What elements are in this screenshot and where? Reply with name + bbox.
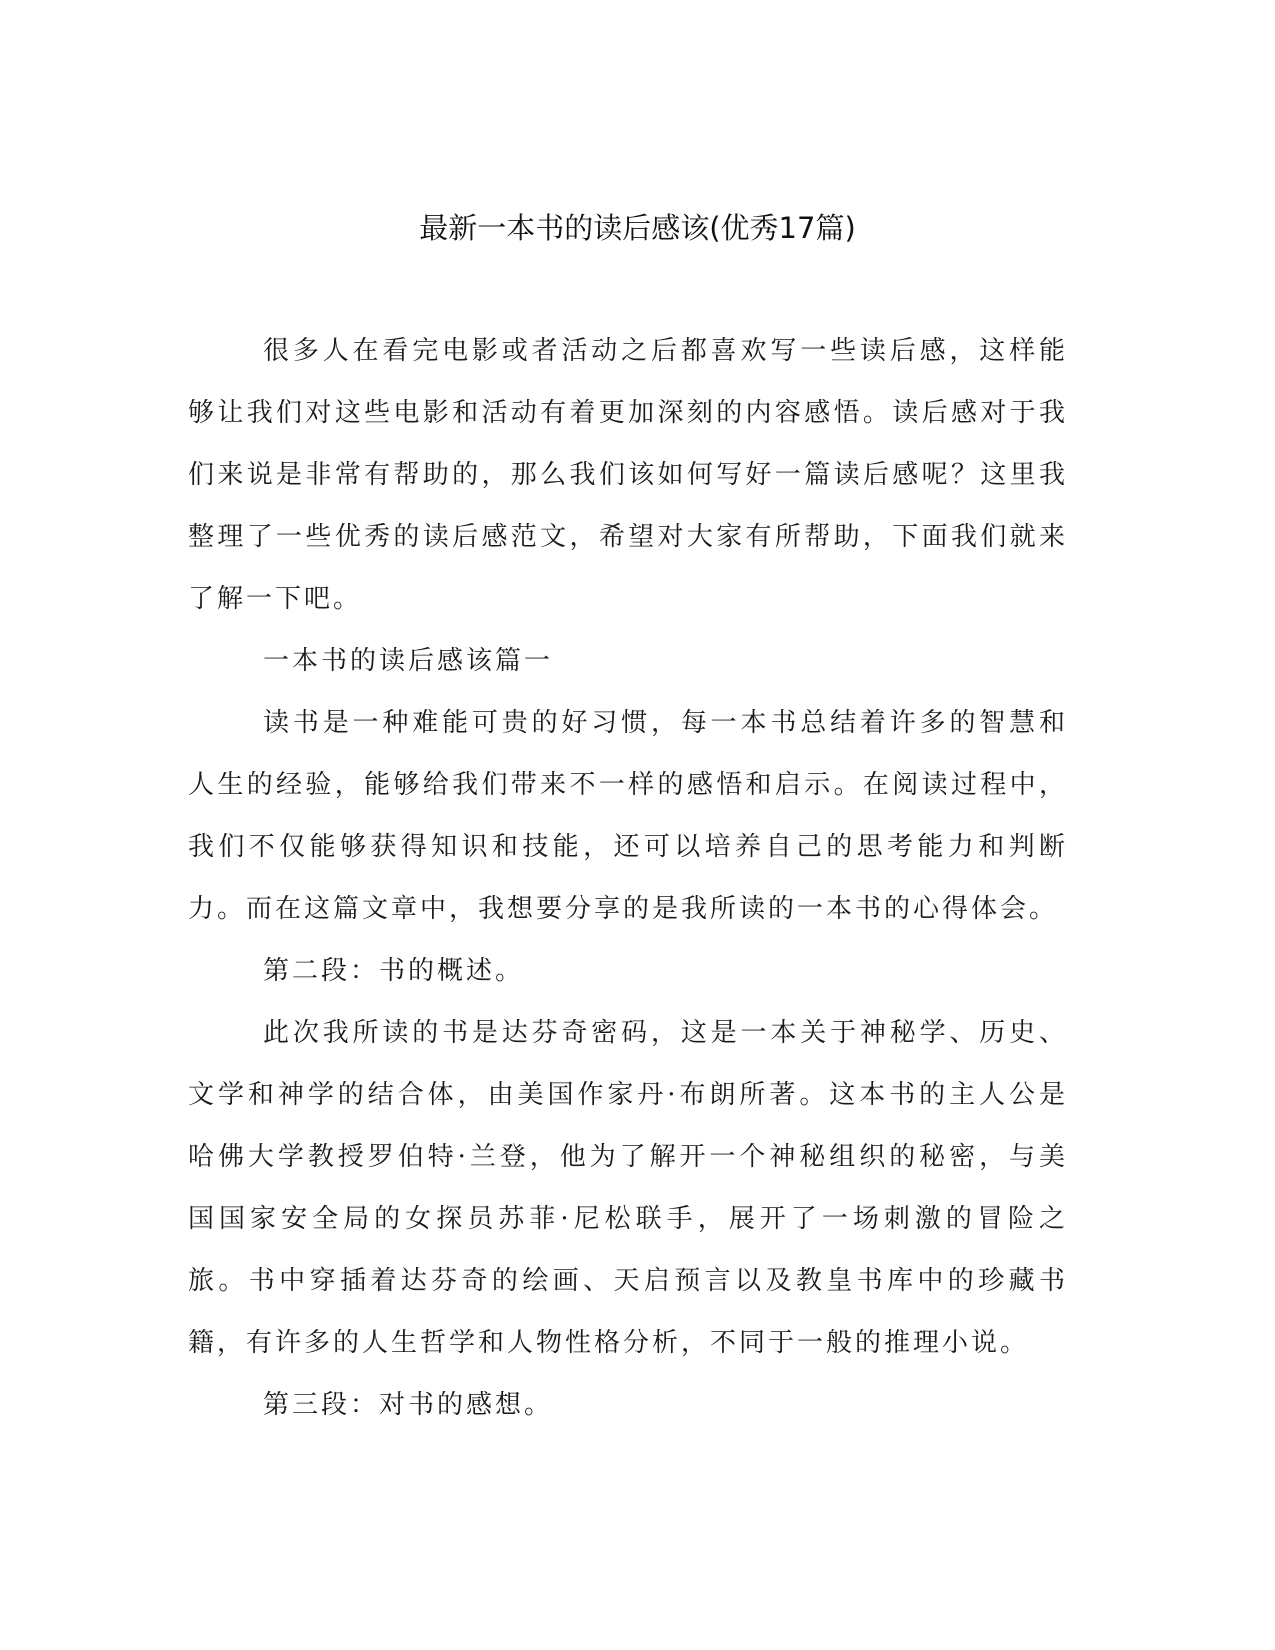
document-body bbox=[188, 320, 1068, 1436]
section-heading: 第二段：书的概述。 bbox=[263, 956, 525, 986]
section-heading: 一本书的读后感该篇一 bbox=[263, 646, 554, 676]
body-paragraph: 读书是一种难能可贵的好习惯，每一本书总结着许多的智慧和人生的经验，能够给我们带来不一样的感悟和启示。在阅读过程中，我们不仅能够获得知识和技能，还可以培养自己的思考能力和判断力。而在这篇文章中，我想要分享的是我所读的一本书的心得体会。 bbox=[188, 708, 1068, 924]
section-heading: 第三段：对书的感想。 bbox=[263, 1390, 554, 1420]
document-title: 最新一本书的读后感该(优秀17篇) bbox=[419, 211, 856, 245]
body-paragraph: 此次我所读的书是达芬奇密码，这是一本关于神秘学、历史、文学和神学的结合体，由美国作家丹·布朗所著。这本书的主人公是哈佛大学教授罗伯特·兰登，他为了解开一个神秘组织的秘密，与美国国家安全局的女探员苏菲·尼松联手，展开了一场刺激的冒险之旅。书中穿插着达芬奇的绘画、天启预言以及教皇书库中的珍藏书籍，有许多的人生哲学和人物性格分析，不同于一般的推理小说。 bbox=[188, 1018, 1068, 1358]
intro-paragraph: 很多人在看完电影或者活动之后都喜欢写一些读后感，这样能够让我们对这些电影和活动有着更加深刻的内容感悟。读后感对于我们来说是非常有帮助的，那么我们该如何写好一篇读后感呢？这里我整理了一些优秀的读后感范文，希望对大家有所帮助，下面我们就来了解一下吧。 bbox=[188, 336, 1068, 614]
